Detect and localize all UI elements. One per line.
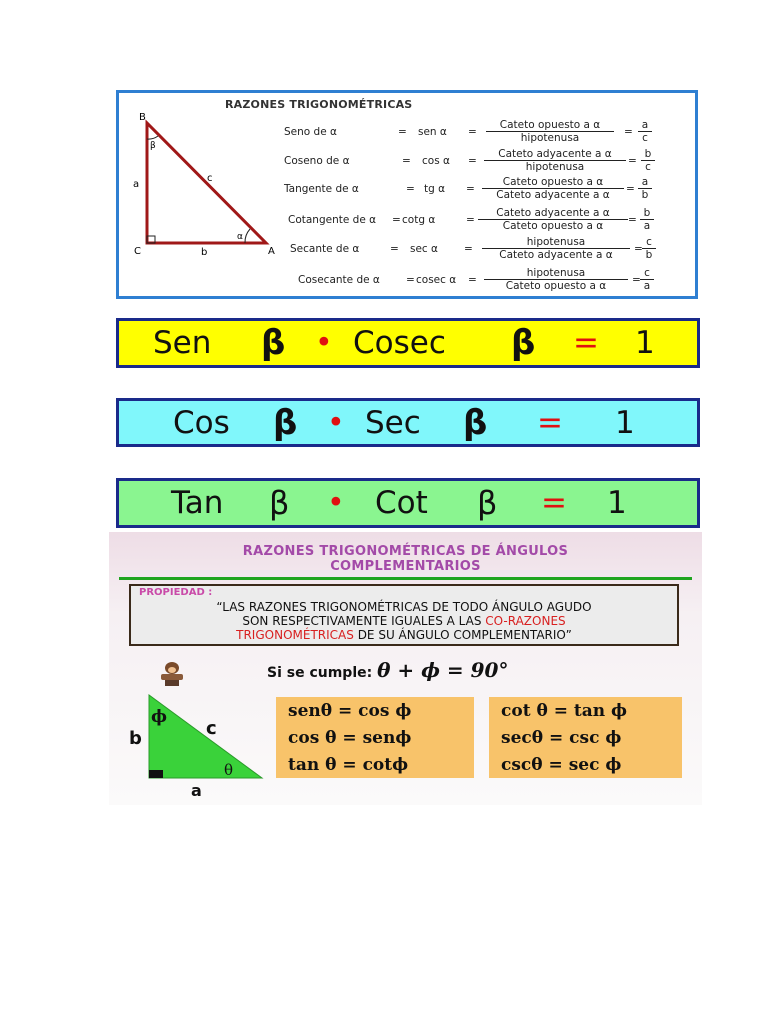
equals: = <box>406 183 415 195</box>
ratio-abbr: cotg α <box>402 214 436 226</box>
angle-phi-label: ϕ <box>151 707 168 727</box>
equals: = <box>392 214 401 226</box>
identity-line: cot θ = tan ϕ <box>501 701 628 721</box>
right-triangle-diagram <box>119 93 279 263</box>
ratio-name: Tangente de α <box>284 183 359 195</box>
vertex-a-label: A <box>268 246 275 257</box>
ratio-fraction: Cateto opuesto a α Cateto adyacente a α <box>482 176 624 201</box>
side-c-label: c <box>206 718 217 739</box>
identity-line: tan θ = cotϕ <box>288 755 409 775</box>
result-value: 1 <box>607 485 627 521</box>
side-b-label: b <box>129 728 142 749</box>
equals: = <box>468 274 477 286</box>
ratio-abbr: sen α <box>418 126 447 138</box>
co-ratio-box-right <box>489 697 682 778</box>
identity-banner-sen-cosec <box>116 318 700 368</box>
ratio-abbr: sec α <box>410 243 438 255</box>
ratio-name: Seno de α <box>284 126 337 138</box>
co-ratio-box-left <box>276 697 474 778</box>
equals: = <box>468 155 477 167</box>
equals: = <box>632 274 641 286</box>
property-box <box>129 584 679 646</box>
ratio-abbr: cos α <box>422 155 450 167</box>
identity-line: senθ = cos ϕ <box>288 701 412 721</box>
equals: = <box>628 214 637 226</box>
dot-operator: • <box>327 485 345 521</box>
angle-theta-label: θ <box>224 761 234 779</box>
panel-heading <box>109 544 702 574</box>
beta-symbol: β <box>477 484 498 522</box>
identity-line: cscθ = sec ϕ <box>501 755 622 775</box>
property-text <box>131 600 677 642</box>
ratio-row-seno <box>284 119 696 145</box>
angle-alpha-label: α <box>237 232 243 242</box>
side-a-label: a <box>191 781 202 800</box>
equals: = <box>466 214 475 226</box>
equals-sign: = <box>573 325 599 361</box>
identity-banner-cos-sec <box>116 398 700 447</box>
equals: = <box>628 155 637 167</box>
ratio-abbr: cosec α <box>416 274 457 286</box>
equals-sign: = <box>541 485 567 521</box>
beta-symbol: β <box>269 484 290 522</box>
letter-fraction: $\frac{c}{b}$ <box>642 236 656 261</box>
func-right: Cosec <box>353 325 446 361</box>
ratio-name: Cotangente de α <box>288 214 377 226</box>
beta-symbol: β <box>273 402 298 443</box>
complementary-triangle-diagram <box>129 690 294 800</box>
ratio-row-tangente <box>284 176 696 202</box>
panel-title: RAZONES TRIGONOMÉTRICAS <box>225 98 413 111</box>
side-c-label: c <box>207 173 213 184</box>
letter-fraction: $\frac{b}{c}$ <box>641 148 655 173</box>
side-b-label: b <box>201 247 208 258</box>
ratio-row-cotangente <box>284 207 696 233</box>
divider-line <box>119 577 692 580</box>
letter-fraction: $\frac{b}{a}$ <box>640 207 654 232</box>
ratio-fraction: hipotenusa Cateto adyacente a α <box>482 236 630 261</box>
side-a-label: a <box>133 179 140 190</box>
ratio-fraction: Cateto opuesto a α hipotenusa <box>486 119 614 144</box>
vertex-c-label: C <box>134 246 141 257</box>
equals: = <box>398 126 407 138</box>
mascot-icon <box>155 660 189 688</box>
equals: = <box>406 274 415 286</box>
identity-line: secθ = csc ϕ <box>501 728 622 748</box>
equals: = <box>466 183 475 195</box>
equals: = <box>468 126 477 138</box>
angle-beta-label: β <box>150 141 156 151</box>
func-left: Cos <box>173 404 230 441</box>
equals: = <box>402 155 411 167</box>
ratio-name: Coseno de α <box>284 155 350 167</box>
complementary-angles-panel <box>109 532 702 805</box>
condition-label: Si se cumple: <box>267 665 373 681</box>
ratio-fraction: Cateto adyacente a α hipotenusa <box>484 148 626 173</box>
property-line: “LAS RAZONES TRIGONOMÉTRICAS DE TODO ÁNGULO AGUDO <box>216 600 592 614</box>
beta-symbol: β <box>463 402 488 443</box>
ratio-row-cosecante <box>284 267 696 293</box>
beta-symbol: β <box>511 323 536 363</box>
condition-formula: θ + ϕ = 90° <box>377 658 509 682</box>
equals: = <box>624 126 633 138</box>
property-line: TRIGONOMÉTRICAS DE SU ÁNGULO COMPLEMENTARIO” <box>236 628 572 642</box>
heading-line-2: COMPLEMENTARIOS <box>330 559 481 574</box>
ratio-name: Secante de α <box>290 243 360 255</box>
letter-fraction: $\frac{a}{b}$ <box>638 176 652 201</box>
ratio-fraction: Cateto adyacente a α Cateto opuesto a α <box>478 207 628 232</box>
equals-sign: = <box>537 404 563 441</box>
func-right: Sec <box>365 404 421 441</box>
dot-operator: • <box>315 325 333 361</box>
equals: = <box>634 243 643 255</box>
trig-ratios-panel <box>116 90 698 299</box>
equals: = <box>626 183 635 195</box>
ratio-abbr: tg α <box>424 183 446 195</box>
ratio-row-secante <box>284 236 696 262</box>
letter-fraction: $\frac{c}{a}$ <box>640 267 654 292</box>
func-left: Sen <box>153 325 212 361</box>
letter-fraction: $\frac{a}{c}$ <box>638 119 652 144</box>
property-label: PROPIEDAD : <box>139 587 213 598</box>
heading-line-1: RAZONES TRIGONOMÉTRICAS DE ÁNGULOS <box>242 544 569 559</box>
vertex-b-label: B <box>139 112 146 123</box>
condition <box>267 658 508 682</box>
result-value: 1 <box>635 325 655 361</box>
func-right: Cot <box>375 485 428 521</box>
beta-symbol: β <box>261 323 286 363</box>
identity-line: cos θ = senϕ <box>288 728 412 748</box>
equals: = <box>464 243 473 255</box>
ratio-name: Cosecante de α <box>298 274 380 286</box>
func-left: Tan <box>171 485 224 521</box>
ratio-row-coseno <box>284 148 696 174</box>
ratio-fraction: hipotenusa Cateto opuesto a α <box>484 267 628 292</box>
result-value: 1 <box>615 404 635 441</box>
dot-operator: • <box>327 405 345 440</box>
property-line: SON RESPECTIVAMENTE IGUALES A LAS CO-RAZONES <box>242 614 566 628</box>
identity-banner-tan-cot <box>116 478 700 528</box>
equals: = <box>390 243 399 255</box>
